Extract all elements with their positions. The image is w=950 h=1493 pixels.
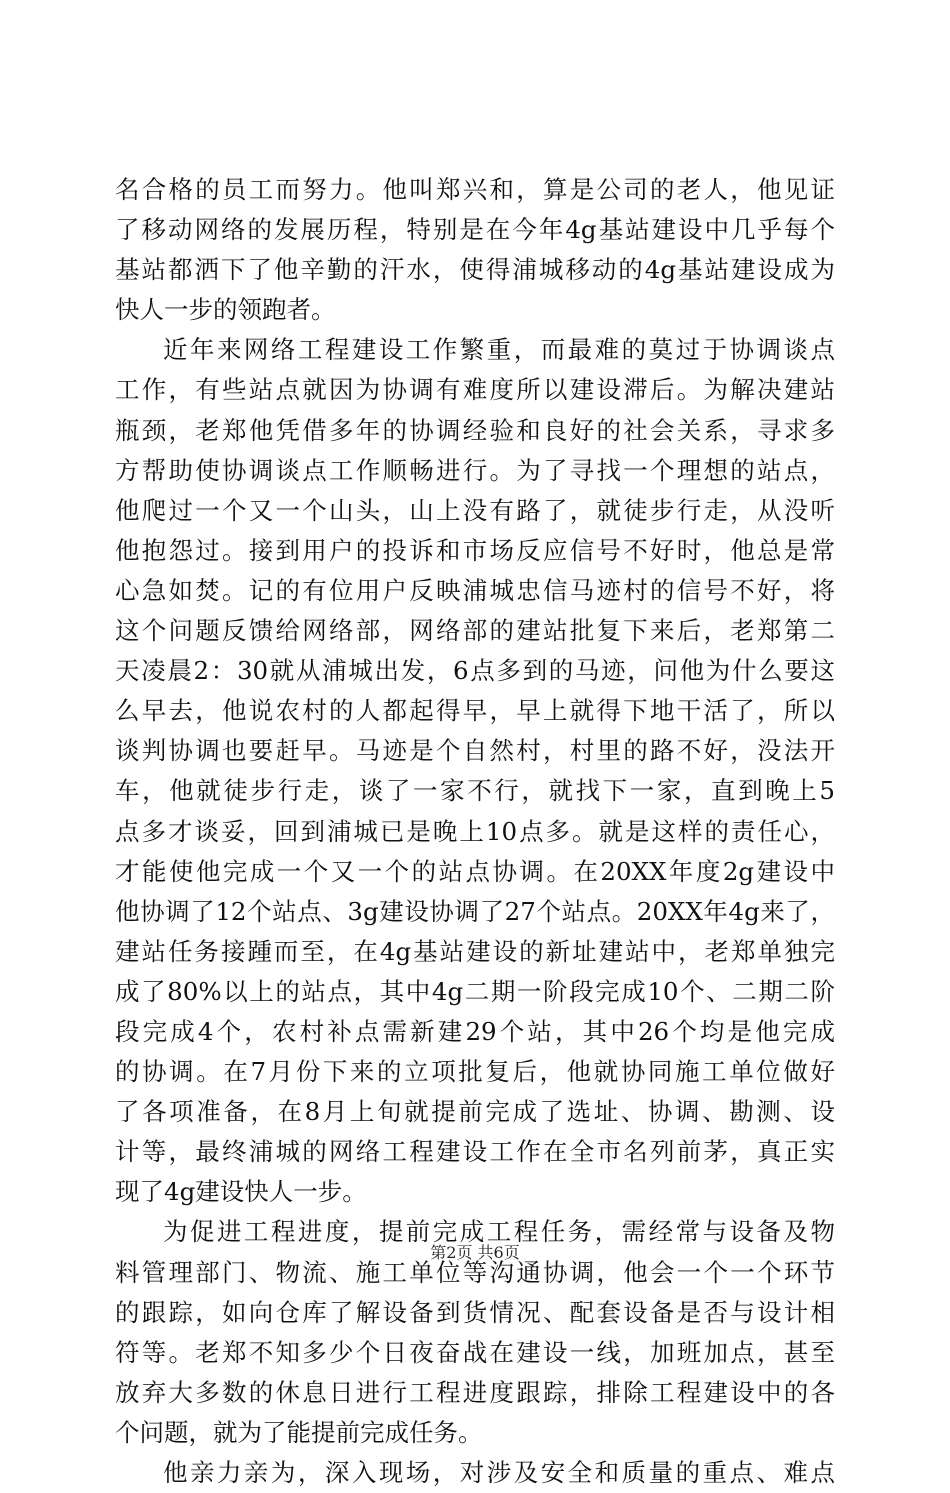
text-line: 了移动网络的发展历程，特别是在今年4g基站建设中几乎每个 (115, 215, 835, 245)
text-line: 他爬过一个又一个山头，山上没有路了，就徒步行走，从没听 (115, 495, 835, 525)
text-line: 才能使他完成一个又一个的站点协调。在20XX年度2g建设中 (115, 856, 835, 886)
text-line: 放弃大多数的休息日进行工程进度跟踪，排除工程建设中的各 (115, 1377, 835, 1407)
text-line: 的协调。在7月份下来的立项批复后，他就协同施工单位做好 (115, 1057, 835, 1087)
text-line: 的跟踪，如向仓库了解设备到货情况、配套设备是否与设计相 (115, 1297, 835, 1327)
text-line: 方帮助使协调谈点工作顺畅进行。为了寻找一个理想的站点， (115, 455, 835, 485)
text-line: 基站都洒下了他辛勤的汗水，使得浦城移动的4g基站建设成为 (115, 255, 835, 285)
text-line: 段完成4个，农村补点需新建29个站，其中26个均是他完成 (115, 1016, 835, 1046)
text-line: 计等，最终浦城的网络工程建设工作在全市名列前茅，真正实 (115, 1137, 835, 1167)
text-line: 点多才谈妥，回到浦城已是晚上10点多。就是这样的责任心， (115, 816, 835, 846)
text-line: 成了80%以上的站点，其中4g二期一阶段完成10个、二期二阶 (115, 976, 835, 1006)
text-line: 近年来网络工程建设工作繁重，而最难的莫过于协调谈点 (163, 335, 835, 365)
text-line: 车，他就徒步行走，谈了一家不行，就找下一家，直到晚上5 (115, 776, 835, 806)
page-footer: 第2页 共6页 (430, 1243, 520, 1262)
text-line: 符等。老郑不知多少个日夜奋战在建设一线，加班加点，甚至 (115, 1337, 835, 1367)
text-line: 建站任务接踵而至，在4g基站建设的新址建站中，老郑单独完 (115, 936, 835, 966)
text-line: 瓶颈，老郑他凭借多年的协调经验和良好的社会关系，寻求多 (115, 415, 835, 445)
text-line: 工作，有些站点就因为协调有难度所以建设滞后。为解决建站 (115, 375, 835, 405)
text-line: 他亲力亲为，深入现场，对涉及安全和质量的重点、难点 (163, 1458, 835, 1487)
text-line: 现了4g建设快人一步。 (115, 1177, 367, 1207)
text-line: 了各项准备，在8月上旬就提前完成了选址、协调、勘测、设 (115, 1097, 835, 1127)
text-line: 快人一步的领跑者。 (115, 295, 336, 325)
text-line: 谈判协调也要赶早。马迹是个自然村，村里的路不好，没法开 (115, 736, 835, 766)
text-line: 个问题，就为了能提前完成任务。 (115, 1417, 483, 1447)
text-line: 心急如焚。记的有位用户反映浦城忠信马迹村的信号不好，将 (115, 575, 835, 605)
text-line: 天凌晨2：30就从浦城出发，6点多到的马迹，问他为什么要这 (115, 656, 835, 686)
text-line: 为促进工程进度，提前完成工程任务，需经常与设备及物 (163, 1217, 835, 1247)
text-line: 么早去，他说农村的人都起得早，早上就得下地干活了，所以 (115, 696, 835, 726)
text-line: 名合格的员工而努力。他叫郑兴和，算是公司的老人，他见证 (115, 175, 835, 204)
text-line: 料管理部门、物流、施工单位等沟通协调，他会一个一个环节 (115, 1257, 835, 1287)
document-body (115, 170, 835, 1493)
text-line: 他协调了12个站点、3g建设协调了27个站点。20XX年4g来了， (115, 896, 835, 926)
text-line: 这个问题反馈给网络部，网络部的建站批复下来后，老郑第二 (115, 616, 835, 646)
text-line: 他抱怨过。接到用户的投诉和市场反应信号不好时，他总是常 (115, 535, 835, 565)
